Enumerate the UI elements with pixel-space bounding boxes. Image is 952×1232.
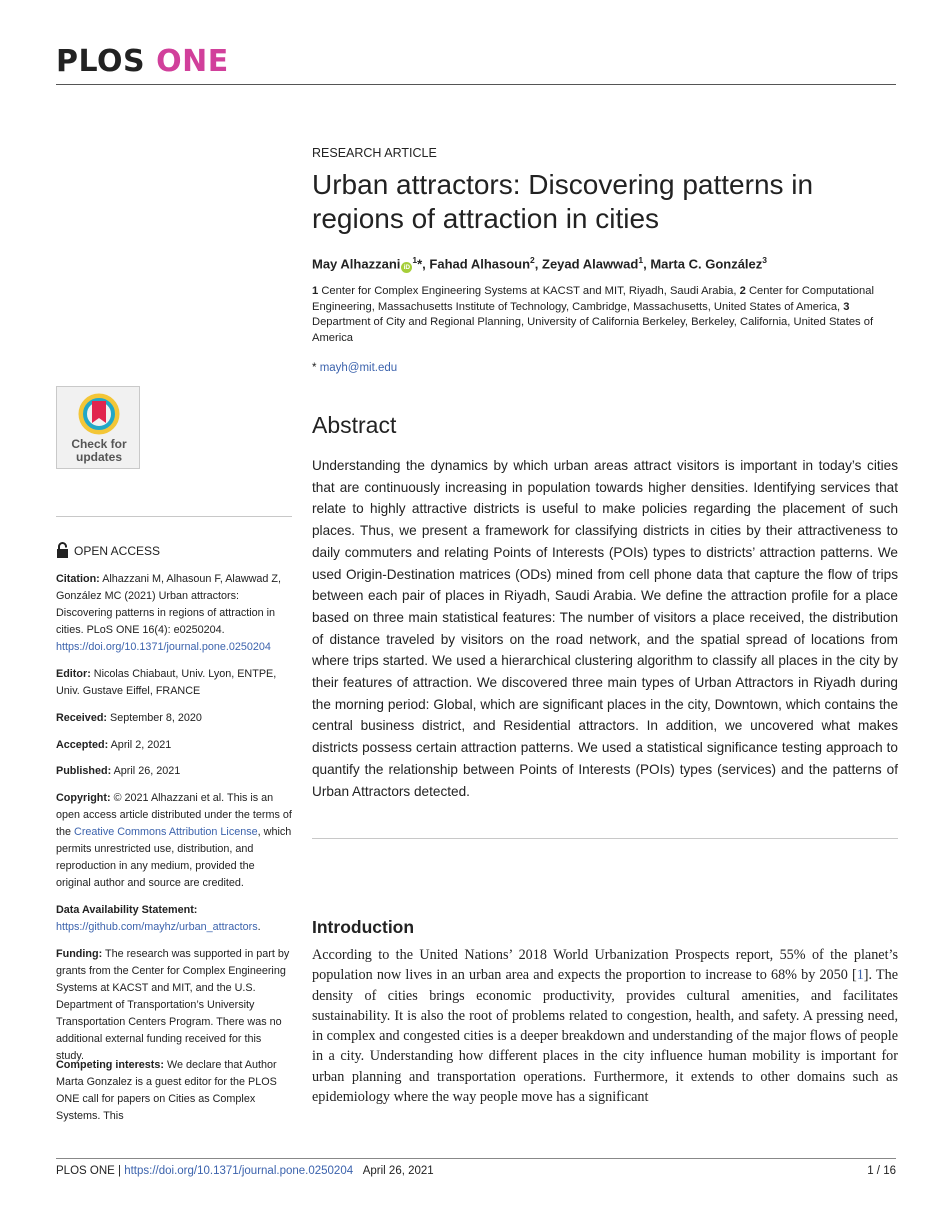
footer-date: April 26, 2021 <box>362 1165 434 1177</box>
copyright-text: © 2021 Alhazzani et al. This is an open access article distributed under the terms of the <box>56 792 292 838</box>
copyright-text-2: , which permits unrestricted use, distribution, and reproduction in any medium, provided the original author and source are credited. <box>56 826 292 889</box>
orcid-icon[interactable]: iD <box>401 262 412 273</box>
affiliation-text: Department of City and Regional Planning, University of California Berkeley, Berkeley, California, United States of America <box>312 316 874 344</box>
received-block <box>56 710 292 727</box>
license-link[interactable]: Creative Commons Attribution License <box>74 826 258 838</box>
github-link[interactable]: https://github.com/mayhz/urban_attractors <box>56 921 258 933</box>
copyright-label: Copyright: <box>56 792 111 804</box>
footer-divider <box>56 1158 896 1159</box>
check-updates-icon <box>78 393 120 435</box>
sidebar-divider <box>56 516 292 517</box>
affiliation-number: 2 <box>739 285 746 297</box>
corresponding-email-link[interactable]: mayh@mit.edu <box>319 362 398 374</box>
page-number: 1 / 16 <box>867 1165 896 1177</box>
citation-doi-link[interactable]: https://doi.org/10.1371/journal.pone.0250204 <box>56 641 271 653</box>
competing-interests-label: Competing interests: <box>56 1059 164 1071</box>
journal-logo-plos: PLOS <box>56 44 146 79</box>
abstract-heading: Abstract <box>312 412 397 438</box>
open-access-lock-icon <box>56 542 69 559</box>
open-access-text: OPEN ACCESS <box>74 543 161 558</box>
data-availability-block <box>56 902 292 936</box>
published-block <box>56 763 292 780</box>
footer-separator: | <box>118 1165 122 1177</box>
abstract-divider <box>312 838 898 839</box>
footer-journal: PLOS ONE <box>56 1165 115 1177</box>
received-date: September 8, 2020 <box>110 712 202 724</box>
check-updates-label: Check for updates <box>71 437 127 464</box>
received-label: Received: <box>56 712 108 724</box>
citation-label: Citation: <box>56 573 100 585</box>
data-availability-label: Data Availability Statement: <box>56 904 198 916</box>
introduction-text <box>312 945 898 1107</box>
competing-interests-block <box>56 1057 292 1125</box>
check-for-updates-badge[interactable] <box>56 386 140 469</box>
reference-link-1[interactable]: 1 <box>856 967 864 984</box>
affiliation-number: 1 <box>312 285 319 297</box>
accepted-label: Accepted: <box>56 739 109 751</box>
corresponding-marker: * <box>417 256 423 272</box>
editor-text: Nicolas Chiabaut, Univ. Lyon, ENTPE, Univ. Gustave Eiffel, FRANCE <box>56 668 277 697</box>
citation-block <box>56 571 292 656</box>
citation-text: Alhazzani M, Alhasoun F, Alawwad Z, González MC (2021) Urban attractors: Discovering patterns in regions of attraction in cities. PLoS ONE 16(4): e0250204. <box>56 573 282 636</box>
accepted-block <box>56 737 292 754</box>
author-affiliation-sup: 1 <box>412 255 418 265</box>
introduction-text-part2: ]. The density of cities brings economic productivity, provides cultural amenities, and facilitates sustainability. It is also the root of problems related to congestion, health, and safety. A pressing need, in complex and congested cities is a deeper breakdown and understanding of the major flows of people in a city. Understanding how different places in the city influence human mobility is important for urban planning and transportation operations. Furthermore, it extends to other domains such as epidemiology where the way people move has a significant <box>312 967 898 1106</box>
author-list: May Alhazzani $iD^1*$, Fahad Alhasoun$^2$, Zeyad Alawwad$^1$, Marta C. González$^3$ <box>312 255 768 272</box>
header-divider <box>56 84 896 85</box>
corresponding-asterisk: * <box>312 362 317 374</box>
affiliation-number: 3 <box>843 300 850 313</box>
accepted-date: April 2, 2021 <box>110 739 172 751</box>
footer-doi-link[interactable]: https://doi.org/10.1371/journal.pone.0250204 <box>124 1165 354 1177</box>
editor-label: Editor: <box>56 668 91 680</box>
published-label: Published: <box>56 765 112 777</box>
data-availability-text: . <box>257 921 261 933</box>
affiliation-text: Center for Computational Engineering, Massachusetts Institute of Technology, Cambridge, Massachusetts, United States of America, <box>312 285 874 313</box>
author-name: Zeyad Alawwad <box>542 256 639 272</box>
affiliations <box>312 284 898 346</box>
competing-interests-text: We declare that Author Marta Gonzalez is a guest editor for the PLOS ONE call for papers on Cities as Complex Systems. This <box>56 1059 277 1122</box>
author-name: May Alhazzani <box>312 256 401 272</box>
author-name: Marta C. González <box>650 256 763 272</box>
author-affiliation-sup: 2 <box>530 255 535 265</box>
journal-logo-one: ONE <box>156 44 229 79</box>
abstract-text: Understanding the dynamics by which urban areas attract visitors is important in today’s cities that are continuously increasing in population towards higher densities. Identifying services that relate to highly attractive districts is useful to make policies regarding the placement of such places. Thus, we present a framework for classifying districts in cities by their attractiveness to daily commuters and relating Points of Interests (POIs) types to districts’ attraction patterns. We used Origin-Destination matrices (ODs) mined from cell phone data that capture the flow of trips between each pair of places in Riyadh, Saudi Arabia. We define the attraction profile for a place based on three main statistical features: The number of visitors a place received, the distribution of distance traveled by visitors on the road network, and the spatial spread of locations from where trips started. We used a hierarchical clustering algorithm to classify all places in the city by their features of attraction. We discovered three main types of Urban Attractors in Riyadh during the morning period: Global, which are significant places in the city, Downtown, which contains the central business district, and Residential attractors. In addition, we uncovered what makes districts possess certain attraction patterns. We used a statistical significance testing approach to quantify the relationship between Points of Interests (POIs) types (services) and the patterns of Urban Attractors detected. <box>312 458 898 799</box>
article-type: RESEARCH ARTICLE <box>312 146 437 160</box>
funding-label: Funding: <box>56 948 103 960</box>
published-date: April 26, 2021 <box>113 765 181 777</box>
funding-text: The research was supported in part by grants from the Center for Complex Engineering Systems at KACST and MIT, and the U.S. Department of Transportation’s University Transportation Centers Program. There was no additional external funding received for this study. <box>56 948 290 1062</box>
author-affiliation-sup: 3 <box>762 255 768 265</box>
affiliation-text: Center for Complex Engineering Systems at KACST and MIT, Riyadh, Saudi Arabia, <box>321 285 737 297</box>
journal-logo <box>56 44 229 79</box>
corresponding-author <box>312 362 898 374</box>
copyright-block <box>56 790 292 892</box>
footer-info <box>56 1165 434 1177</box>
editor-block <box>56 666 292 700</box>
author-affiliation-sup: 1 <box>638 255 644 265</box>
open-access-label <box>56 542 160 559</box>
introduction-heading: Introduction <box>312 917 415 937</box>
introduction-text-part1: According to the United Nations’ 2018 World Urbanization Prospects report, 55% of the planet’s population now lives in an urban area and expects the proportion to increase to 68% by 2050 [ <box>312 947 898 984</box>
author-name: Fahad Alhasoun <box>429 256 531 272</box>
article-title: Urban attractors: Discovering patterns in regions of attraction in cities <box>312 169 814 234</box>
funding-block <box>56 946 292 1065</box>
